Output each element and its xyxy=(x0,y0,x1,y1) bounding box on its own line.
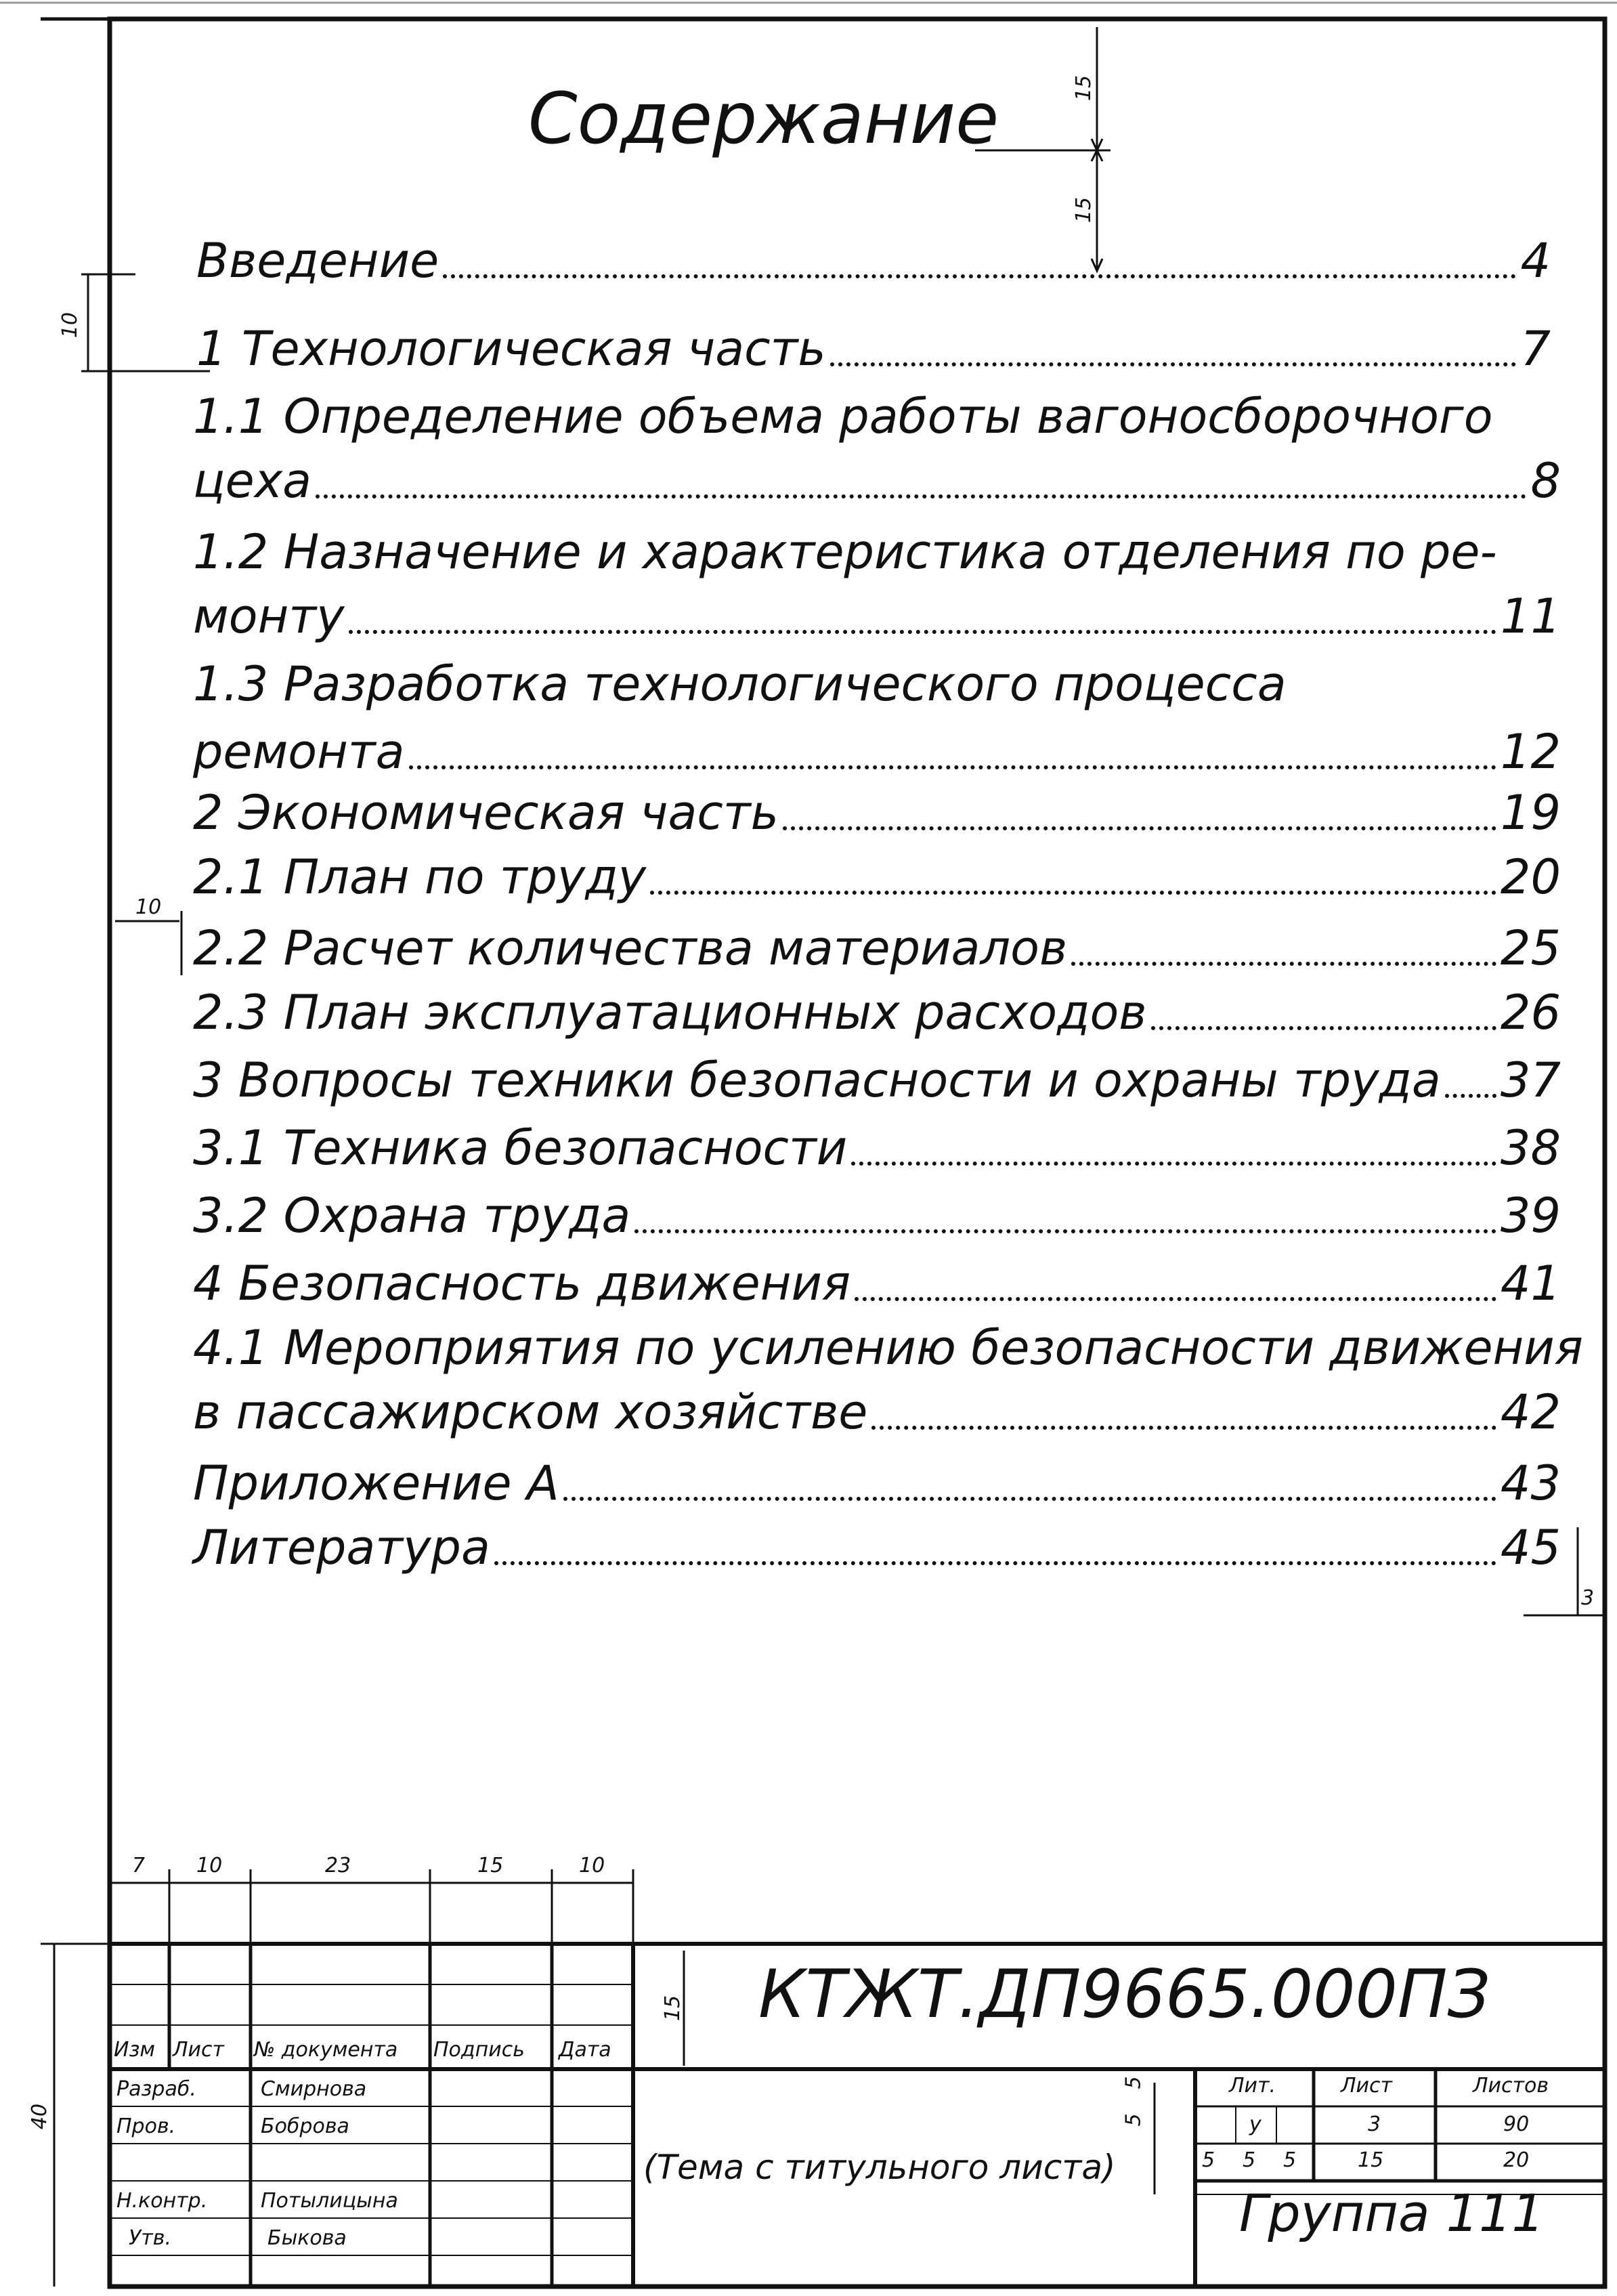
dim-lit-col: 5 xyxy=(1283,2148,1297,2172)
toc-item-text: 2.1 План по труду xyxy=(193,849,647,905)
stamp-header-izm: Изм xyxy=(114,2038,156,2062)
stamp-lit-header: Лит. xyxy=(1229,2074,1276,2098)
toc-item xyxy=(193,1053,1561,1107)
toc-leader xyxy=(494,1561,1496,1565)
toc-item xyxy=(193,1256,1561,1311)
toc-page: 4 xyxy=(1520,233,1551,289)
stamp-name: Смирнова xyxy=(261,2077,367,2101)
toc-item xyxy=(193,454,1561,508)
toc-leader xyxy=(349,630,1496,634)
toc-item xyxy=(193,786,1561,840)
toc-item-text: Введение xyxy=(196,233,439,289)
stamp-theme: (Тема с титульного листа) xyxy=(643,2148,1116,2187)
toc-page: 41 xyxy=(1500,1256,1561,1311)
toc-item-text: цеха xyxy=(193,453,312,509)
dim-stamp-col: 7 xyxy=(132,1854,146,1877)
toc-item xyxy=(193,725,1561,779)
dim-title-top: 15 xyxy=(1072,75,1096,102)
toc-page: 19 xyxy=(1500,785,1561,841)
toc-item xyxy=(193,1521,1561,1575)
toc-item-text: 2.3 План эксплуатационных расходов xyxy=(193,985,1147,1040)
toc-item xyxy=(193,921,1561,975)
toc-item-text: 4 Безопасность движения xyxy=(193,1256,851,1311)
toc-leader xyxy=(634,1229,1496,1233)
toc-leader xyxy=(1071,962,1496,966)
stamp-role: Пров. xyxy=(116,2114,176,2138)
toc-leader xyxy=(1151,1026,1496,1030)
stamp-sheets-value: 90 xyxy=(1503,2112,1530,2136)
toc-item-text: ремонта xyxy=(193,724,405,780)
dim-stamp-col: 10 xyxy=(196,1854,223,1877)
toc-page: 11 xyxy=(1500,589,1561,644)
toc-page: 45 xyxy=(1500,1520,1561,1575)
page-title: Содержание xyxy=(528,77,999,160)
toc-page: 8 xyxy=(1530,453,1561,509)
toc-item-text: монту xyxy=(193,589,345,644)
toc-leader xyxy=(409,765,1496,769)
toc-item-text: 3 Вопросы техники безопасности и охраны труда xyxy=(193,1053,1441,1108)
stamp-sheet-header: Лист xyxy=(1341,2074,1393,2098)
toc-item-text: Приложение А xyxy=(193,1455,559,1511)
stamp-role: Н.контр. xyxy=(116,2189,208,2213)
toc-page: 39 xyxy=(1500,1188,1561,1243)
dim-stamp-height: 40 xyxy=(28,2103,52,2130)
toc-item-line1: 4.1 Мероприятия по усилению безопасности движения xyxy=(193,1320,1583,1376)
toc-leader xyxy=(650,891,1496,895)
toc-item-text: 3.1 Техника безопасности xyxy=(193,1120,848,1176)
dim-stamp-doc-row: 15 xyxy=(661,1995,685,2022)
stamp-name: Потылицына xyxy=(261,2189,398,2213)
toc-item-text: 2 Экономическая часть xyxy=(193,785,779,841)
dim-right-gap: 3 xyxy=(1581,1586,1595,1610)
toc-item xyxy=(193,1121,1561,1175)
toc-item-line1: 1.1 Определение объема работы вагоносборочного xyxy=(193,389,1493,444)
stamp-header-list: Лист xyxy=(173,2038,225,2062)
toc-item-line1: 1.3 Разработка технологического процесса xyxy=(193,656,1287,712)
stamp-header-sign: Подпись xyxy=(433,2038,525,2062)
stamp-sheets-header: Листов xyxy=(1473,2074,1549,2098)
toc-leader xyxy=(855,1297,1496,1301)
dim-title-bottom: 15 xyxy=(1072,196,1096,224)
toc-item xyxy=(193,1385,1561,1439)
toc-page: 20 xyxy=(1500,849,1561,905)
stamp-name: Боброва xyxy=(261,2114,349,2138)
toc-leader xyxy=(851,1162,1496,1166)
dim-left-intro: 10 xyxy=(58,312,83,339)
toc-item-text: 3.2 Охрана труда xyxy=(193,1188,631,1243)
toc-leader xyxy=(443,274,1516,278)
toc-leader xyxy=(871,1426,1496,1430)
toc-item-line1: 1.2 Назначение и характеристика отделения по ре- xyxy=(193,524,1497,580)
toc-leader xyxy=(830,362,1517,366)
dim-lit-col: 5 xyxy=(1243,2148,1256,2172)
toc-item xyxy=(193,589,1561,643)
dim-lit-col: 5 xyxy=(1202,2148,1215,2172)
dim-left-indent: 10 xyxy=(135,895,162,919)
toc-item-text: в пассажирском хозяйстве xyxy=(193,1384,868,1440)
toc-page: 37 xyxy=(1500,1053,1561,1108)
stamp-header-date: Дата xyxy=(559,2038,611,2062)
stamp-name: Быкова xyxy=(267,2226,347,2250)
stamp-lit-value: у xyxy=(1249,2112,1262,2136)
toc-item xyxy=(196,234,1551,288)
toc-page: 7 xyxy=(1520,321,1551,377)
dim-stamp-row-b: 5 xyxy=(1121,2113,1146,2127)
dim-stamp-row-a: 5 xyxy=(1121,2076,1146,2089)
toc-item xyxy=(193,850,1561,904)
stamp-group: Группа 111 xyxy=(1239,2183,1545,2243)
dim-lit-col: 20 xyxy=(1503,2148,1530,2172)
toc-item-text: 1 Технологическая часть xyxy=(196,321,826,377)
toc-item xyxy=(196,322,1551,376)
toc-page: 26 xyxy=(1500,985,1561,1040)
dim-stamp-col: 10 xyxy=(579,1854,605,1877)
toc-leader xyxy=(1445,1094,1496,1098)
toc-leader xyxy=(563,1497,1496,1501)
stamp-role: Разраб. xyxy=(116,2077,196,2101)
stamp-sheet-value: 3 xyxy=(1368,2112,1381,2136)
dim-stamp-col: 23 xyxy=(325,1854,351,1877)
stamp-doc-code: КТЖТ.ДП9665.000ПЗ xyxy=(758,1956,1490,2033)
stamp-header-doc-no: № документа xyxy=(254,2038,398,2062)
toc-item xyxy=(193,1189,1561,1243)
toc-leader xyxy=(783,826,1496,830)
toc-page: 12 xyxy=(1500,724,1561,780)
toc-page: 42 xyxy=(1500,1384,1561,1440)
stamp-role: Утв. xyxy=(129,2226,171,2250)
toc-item-text: Литература xyxy=(193,1520,490,1575)
toc-item xyxy=(193,985,1561,1040)
toc-page: 38 xyxy=(1500,1120,1561,1176)
dim-stamp-col: 15 xyxy=(477,1854,504,1877)
dim-lit-col: 15 xyxy=(1358,2148,1384,2172)
toc-leader xyxy=(316,494,1526,498)
toc-page: 43 xyxy=(1500,1455,1561,1511)
toc-item-text: 2.2 Расчет количества материалов xyxy=(193,920,1068,976)
toc-page: 25 xyxy=(1500,920,1561,976)
toc-item xyxy=(193,1456,1561,1510)
